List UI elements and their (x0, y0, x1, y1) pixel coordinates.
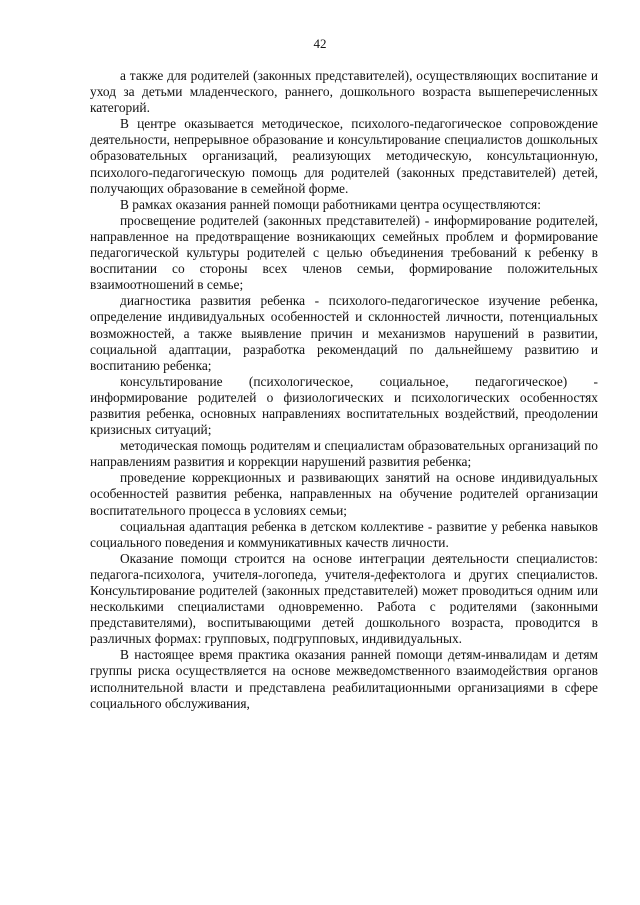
paragraph-specialist-integration: Оказание помощи строится на основе интеграции деятельности специалистов: педагога-психолога, учителя-логопеда, учителя-дефектолога и других специалистов. Консультирование родителей (законных представителей) может проводиться одним или несколькими специалистами одновременно. Работа с родителями (законными представителями), воспитывающими детей дошкольного возраста, проводится в различных формах: групповых, подгрупповых, индивидуальных. (90, 550, 598, 647)
list-item-correctional-classes: проведение коррекционных и развивающих занятий на основе индивидуальных особенностей развития ребенка, направленных на обучение родителей организации воспитательного процесса в условиях семьи; (90, 470, 598, 518)
list-item-parent-education: просвещение родителей (законных представителей) - информирование родителей, направленное на предотвращение возникающих семейных проблем и формирование педагогической культуры родителей с целью объединения требований к ребенку в воспитании со стороны всех членов семьи, формирование положительных взаимоотношений в семье; (90, 212, 598, 293)
paragraph-continuation: а также для родителей (законных представителей), осуществляющих воспитание и уход за детьми младенческого, раннего, дошкольного возраста вышеперечисленных категорий. (90, 68, 598, 116)
document-body (90, 68, 598, 712)
paragraph-center-services: В центре оказывается методическое, психолого-педагогическое сопровождение деятельности, непрерывное образование и консультирование специалистов дошкольных образовательных организаций, реализующих методическую, консультационную, психолого-педагогическую помощь для родителей (законных представителей) детей, получающих образование в семейной форме. (90, 116, 598, 196)
page-number: 42 (313, 36, 327, 51)
list-item-methodical-help: методическая помощь родителям и специалистам образовательных организаций по направлениям развития и коррекции нарушений развития ребенка; (90, 438, 598, 470)
list-item-diagnostics: диагностика развития ребенка - психолого-педагогическое изучение ребенка, определение индивидуальных особенностей и склонностей личности, потенциальных возможностей, а также выявление причин и механизмов нарушений в развитии, социальной адаптации, разработка рекомендаций по дальнейшему развитию и воспитанию ребенка; (90, 293, 598, 373)
paragraph-current-practice: В настоящее время практика оказания ранней помощи детям-инвалидам и детям группы риска осуществляется на основе межведомственного взаимодействия органов исполнительной власти и представлена реабилитационными организациями в сфере социального обслуживания, (90, 647, 598, 711)
paragraph-early-help-intro: В рамках оказания ранней помощи работниками центра осуществляются: (120, 196, 541, 212)
list-item-consulting: консультирование (психологическое, социальное, педагогическое) - информирование родителей о физиологических и психологических особенностях развития ребенка, основных направлениях воспитательных воздействий, преодолении кризисных ситуаций; (90, 373, 598, 438)
list-item-social-adaptation: социальная адаптация ребенка в детском коллективе - развитие у ребенка навыков социального поведения и коммуникативных качеств личности. (90, 518, 598, 550)
